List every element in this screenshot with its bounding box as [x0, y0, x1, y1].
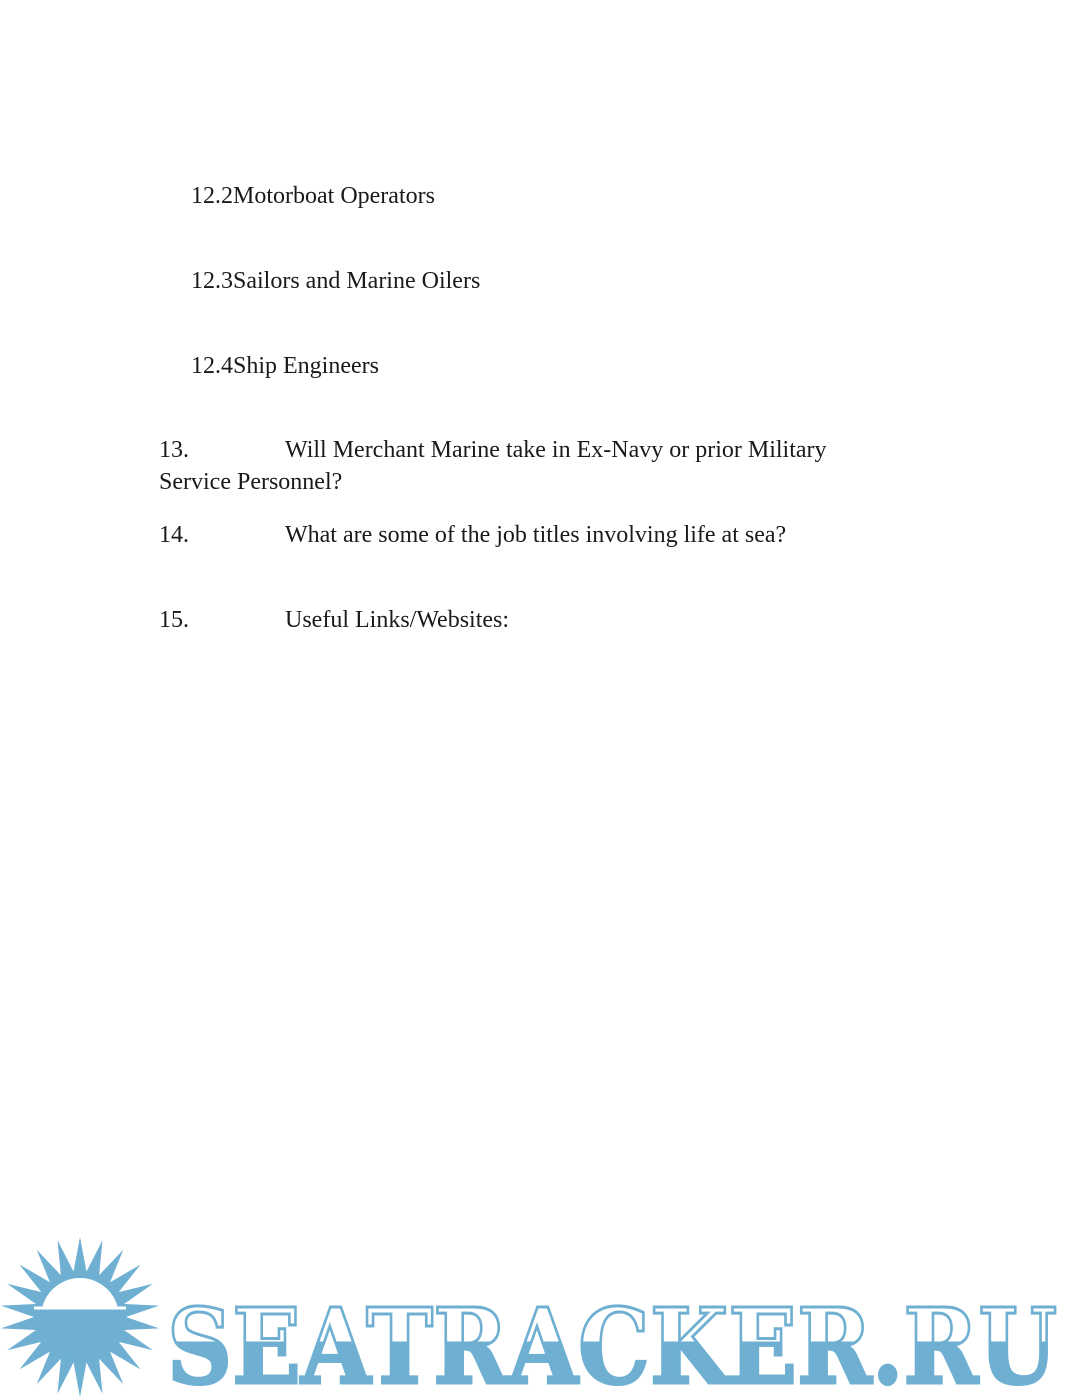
seatracker-watermark: [0, 1235, 1080, 1397]
subsection-12-2: [191, 180, 435, 212]
question-number: 13.: [159, 437, 189, 463]
question-text: Useful Links/Websites:: [285, 607, 510, 633]
subsection-12-4: [191, 350, 379, 382]
subsection-number: 12.2: [191, 183, 233, 209]
sun-over-sea-icon: [1, 1237, 159, 1397]
watermark-text: SEATRACKER.RU: [167, 1285, 1057, 1397]
subsection-title: Sailors and Marine Oilers: [233, 268, 481, 294]
question-13-continuation: Service Personnel?: [159, 469, 343, 495]
subsection-title: Motorboat Operators: [233, 183, 435, 209]
question-number: 15.: [159, 607, 189, 633]
subsection-number: 12.3: [191, 268, 233, 294]
question-text-line-1: Will Merchant Marine take in Ex-Navy or prior Military: [285, 437, 827, 463]
question-text: What are some of the job titles involving life at sea?: [285, 522, 787, 548]
subsection-title: Ship Engineers: [233, 353, 379, 379]
subsection-12-3: [191, 265, 480, 297]
subsection-number: 12.4: [191, 353, 233, 379]
question-number: 14.: [159, 522, 189, 548]
